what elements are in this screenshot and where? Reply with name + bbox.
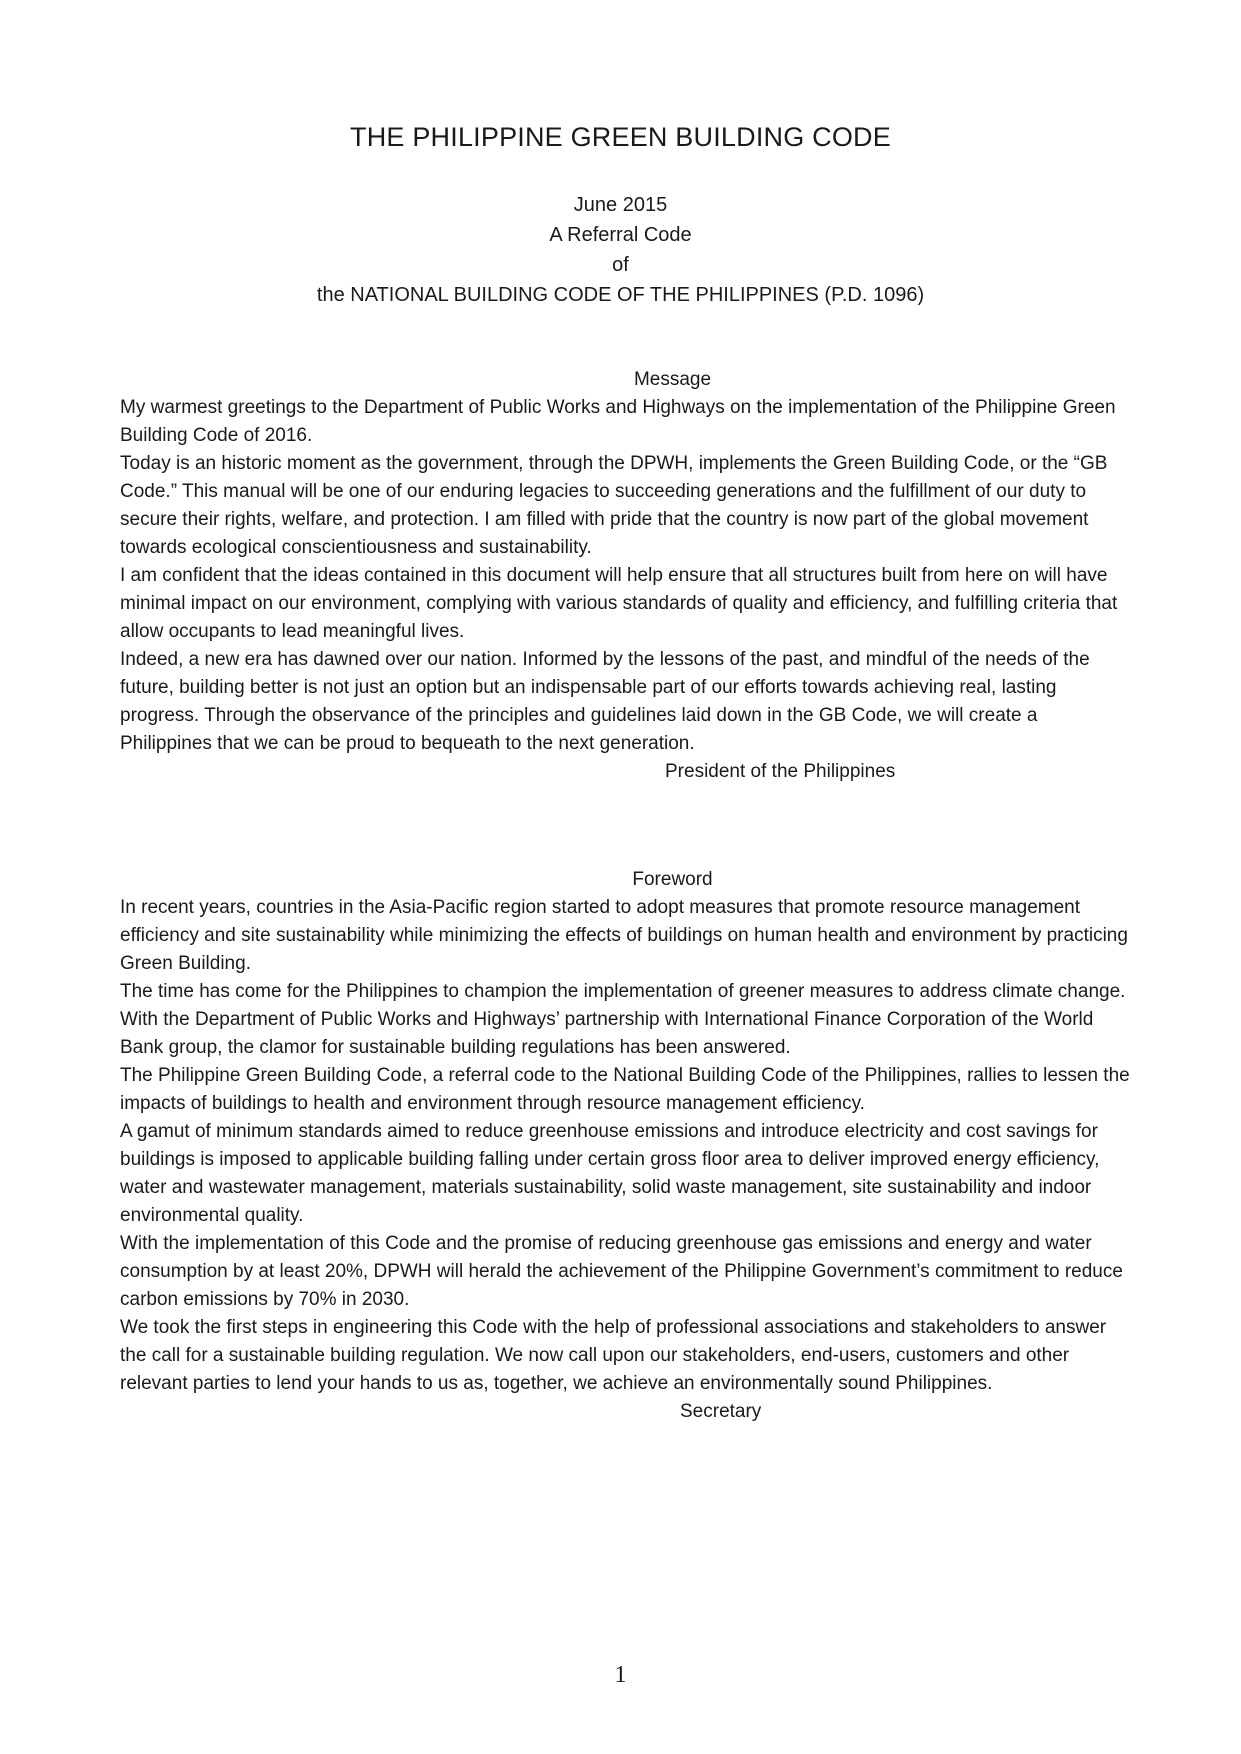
foreword-paragraph: The Philippine Green Building Code, a referral code to the National Building Code of the Philippines, rallies to lessen the impacts of buildings to health and environment through resource management efficiency. xyxy=(120,1065,1130,1114)
page-number: 1 xyxy=(614,1662,627,1688)
message-section xyxy=(120,366,1130,786)
document-subtitle xyxy=(0,190,1241,310)
foreword-heading: Foreword xyxy=(632,869,713,890)
subtitle-date: June 2015 xyxy=(573,194,668,216)
subtitle-of: of xyxy=(612,254,629,276)
foreword-signature: Secretary xyxy=(680,1401,762,1422)
message-paragraph: I am confident that the ideas contained in this document will help ensure that all structures built from here on will have minimal impact on our environment, complying with various standards of quality and efficiency, and fulfilling criteria that allow occupants to lead meaningful lives. xyxy=(120,565,1118,642)
message-heading: Message xyxy=(633,369,712,390)
subtitle-nbc: the NATIONAL BUILDING CODE OF THE PHILIPPINES (P.D. 1096) xyxy=(316,284,925,306)
message-paragraph: My warmest greetings to the Department of Public Works and Highways on the implementation of the Philippine Green Building Code of 2016. xyxy=(120,397,1116,446)
foreword-section xyxy=(120,866,1130,1426)
document-title: THE PHILIPPINE GREEN BUILDING CODE xyxy=(350,122,891,152)
foreword-paragraph: We took the first steps in engineering this Code with the help of professional associations and stakeholders to answer the call for a sustainable building regulation. We now call upon our stakeholders, end-users, customers and other relevant parties to lend your hands to us as, together, we achieve an environmentally sound Philippines. xyxy=(120,1317,1107,1394)
message-signature: President of the Philippines xyxy=(665,761,896,782)
foreword-paragraph: A gamut of minimum standards aimed to reduce greenhouse emissions and introduce electricity and cost savings for buildings is imposed to applicable building falling under certain gross floor area to deliver improved energy efficiency, water and wastewater management, materials sustainability, solid waste management, site sustainability and indoor environmental quality. xyxy=(120,1121,1100,1226)
subtitle-referral: A Referral Code xyxy=(549,224,692,246)
foreword-paragraph: With the implementation of this Code and the promise of reducing greenhouse gas emissions and energy and water consumption by at least 20%, DPWH will herald the achievement of the Philippine Government’s commitment to reduce carbon emissions by 70% in 2030. xyxy=(120,1233,1123,1310)
message-paragraph: Today is an historic moment as the government, through the DPWH, implements the Green Building Code, or the “GB Code.” This manual will be one of our enduring legacies to succeeding generations and the fulfillment of our duty to secure their rights, welfare, and protection. I am filled with pride that the country is now part of the global movement towards ecological conscientiousness and sustainability. xyxy=(120,453,1108,558)
foreword-paragraph: The time has come for the Philippines to champion the implementation of greener measures to address climate change. With the Department of Public Works and Highways’ partnership with International Finance Corporation of the World Bank group, the clamor for sustainable building regulations has been answered. xyxy=(120,981,1126,1058)
message-paragraph: Indeed, a new era has dawned over our nation. Informed by the lessons of the past, and mindful of the needs of the future, building better is not just an option but an indispensable part of our efforts towards achieving real, lasting progress. Through the observance of the principles and guidelines laid down in the GB Code, we will create a Philippines that we can be proud to bequeath to the next generation. xyxy=(120,649,1090,754)
foreword-paragraph: In recent years, countries in the Asia-Pacific region started to adopt measures that promote resource management efficiency and site sustainability while minimizing the effects of buildings on human health and environment by practicing Green Building. xyxy=(120,897,1128,974)
